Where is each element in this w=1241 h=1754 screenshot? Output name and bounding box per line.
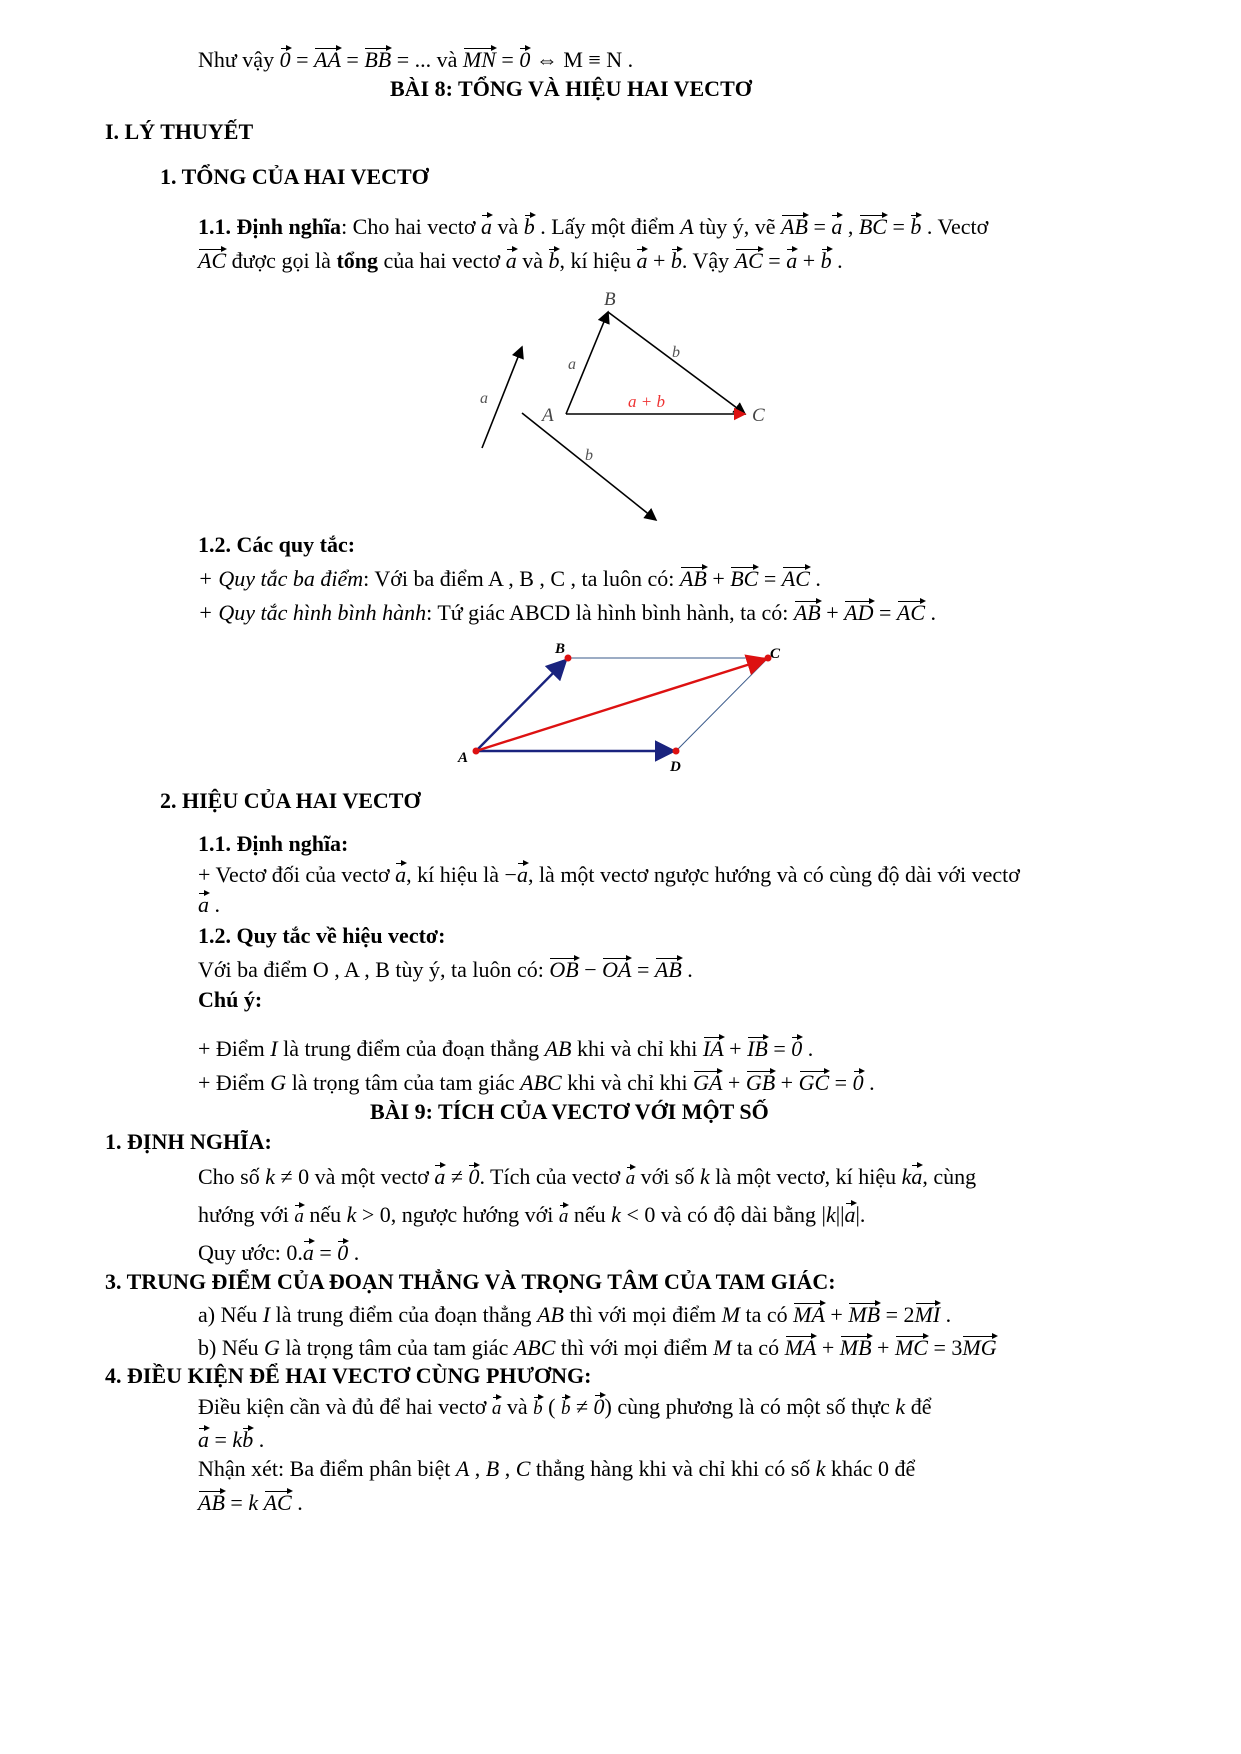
s1l1d: với số [640,1164,695,1189]
s1l2d: nếu [573,1202,606,1227]
point-D [673,748,680,755]
bai9-s1-line2: hướng với a nếu k > 0, ngược hướng với a nếu k < 0 và có độ dài bằng |k||a|. [198,1202,866,1227]
point-A [473,748,480,755]
sub-hieu: 2. HIỆU CỦA HAI VECTƠ [160,788,421,813]
note1-a: + Điểm [198,1036,265,1061]
rule-diff-line: Với ba điểm O , A , B tùy ý, ta luôn có: OB − OA = AB . [198,957,693,982]
def-t5: . Vectơ [926,214,989,239]
bai9-s1: 1. ĐỊNH NGHĨA: [105,1129,272,1154]
def2-label: 1.1. Định nghĩa: [198,831,349,856]
vector-ac-red [476,659,766,751]
s4l1d: để [910,1394,932,1419]
def2-line-1: + Vectơ đối của vectơ a, kí hiệu là −a, là một vectơ ngược hướng và có cùng độ dài với vectơ [198,862,1020,887]
intro-text: Như vậy [198,47,275,72]
bai9-s4-line2: a = kb . [198,1427,265,1452]
bai9-s4-line1: Điều kiện cần và đủ để hai vectơ a và b ( b ≠ 0) cùng phương là có một số thực k để [198,1394,932,1419]
note1-b: là trung điểm của đoạn thẳng [283,1036,540,1061]
label-b-free: b [585,447,593,464]
s1l1e: là một vectơ, kí hiệu [715,1164,897,1189]
point-B [565,655,572,662]
rule-diff-label: 1.2. Quy tắc về hiệu vectơ: [198,923,446,948]
bai9-s4: 4. ĐIỀU KIỆN ĐỂ HAI VECTƠ CÙNG PHƯƠNG: [105,1363,592,1388]
para-label-B: B [555,641,566,657]
intro-equiv: ⇔ M ≡ N . [535,47,634,72]
s4l1c: ) cùng phương là có một số thực [604,1394,890,1419]
def-t3: . Lấy một điểm [540,214,675,239]
def-line-1: 1.1. Định nghĩa: Cho hai vectơ a và b . Lấy một điểm A tùy ý, vẽ AB = a , BC = b . Vectơ [198,214,989,239]
bai9-s1-line3: Quy ước: 0.a = 0 . [198,1240,360,1265]
rule1-text: : Với ba điểm A , B , C , ta luôn có: [363,566,675,591]
s3b2: là trọng tâm của tam giác [285,1335,509,1360]
def2-t2: , kí hiệu là − [406,862,517,887]
s1l2c: , ngược hướng với [390,1202,554,1227]
def-t1: : Cho hai vectơ [341,214,476,239]
s1l2a: hướng với [198,1202,289,1227]
s3b1: b) Nếu [198,1335,259,1360]
note2-b: là trọng tâm của tam giác [291,1070,515,1095]
def-label: 1.1. Định nghĩa [198,214,342,239]
para-label-C: C [770,646,781,662]
label-C: C [752,405,765,426]
def-l2-2: của hai vectơ [383,248,501,273]
label-b-bc: b [672,344,680,361]
rule1-name: + Quy tắc ba điểm [198,566,364,591]
label-a-free: a [480,390,488,407]
s4l3a: Nhận xét: Ba điểm phân biệt [198,1456,451,1481]
def-l2-4: , kí hiệu [559,248,631,273]
def-t4: tùy ý, vẽ [699,214,776,239]
sub-tong: 1. TỔNG CỦA HAI VECTƠ [160,164,429,189]
s1l1f: , cùng [922,1164,977,1189]
rule-diff-text: Với ba điểm O , A , B tùy ý, ta luôn có: [198,957,544,982]
label-sum: a + b [628,392,665,411]
s3a1: a) Nếu [198,1302,258,1327]
rules-label: 1.2. Các quy tắc: [198,532,356,557]
def-l2-1: được gọi là [231,248,331,273]
def-l2-bold: tổng [336,248,378,273]
def2-t3: , là một vectơ ngược hướng và có cùng độ dài với vectơ [527,862,1020,887]
vector-a-free [482,347,522,448]
def-l2-5: . Vậy [681,248,730,273]
rule-parallelogram: + Quy tắc hình bình hành: Tứ giác ABCD là hình bình hành, ta có: AB + AD = AC . [198,600,937,625]
intro-line: Như vậy 0 = AA = BB = ... và MN = 0 ⇔ M ≡ N . [198,47,634,72]
note-1: + Điểm I là trung điểm của đoạn thẳng AB khi và chỉ khi IA + IB = 0 . [198,1036,814,1061]
rule2-text: : Tứ giác ABCD là hình bình hành, ta có: [426,600,789,625]
bai9-title: BÀI 9: TÍCH CỦA VECTƠ VỚI MỘT SỐ [370,1099,769,1124]
s3a3: thì với mọi điểm [569,1302,717,1327]
para-label-A: A [458,750,469,766]
s1l2e: và có độ dài bằng [660,1202,817,1227]
s1l2b: nếu [309,1202,342,1227]
bai9-s4-line4: AB = k AC . [198,1490,303,1515]
parallelogram-figure [450,638,790,778]
label-A: A [542,405,554,426]
def2-line-2: a . [198,892,220,917]
label-a-ab: a [568,356,576,373]
note-label: Chú ý: [198,987,263,1012]
bai9-s3-a: a) Nếu I là trung điểm của đoạn thẳng AB thì với mọi điểm M ta có MA + MB = 2MI . [198,1302,952,1327]
def2-t1: + Vectơ đối của vectơ [198,862,390,887]
vector-b-free [522,413,656,520]
bai8-title: BÀI 8: TỔNG VÀ HIỆU HAI VECTƠ [390,76,752,101]
para-label-D: D [670,759,681,775]
rule2-name: + Quy tắc hình bình hành [198,600,427,625]
s1l3: Quy ước: [198,1240,281,1265]
def-l2-3: và [522,248,543,273]
s4l1b: và [506,1394,528,1419]
s4l3b: thẳng hàng khi và chỉ khi có số [535,1456,811,1481]
s3b4: ta có [736,1335,780,1360]
rule-three-points: + Quy tắc ba điểm: Với ba điểm A , B , C , ta luôn có: AB + BC = AC . [198,566,821,591]
def-line-2: AC được gọi là tổng của hai vectơ a và b, kí hiệu a + b. Vậy AC = a + b . [198,248,843,273]
note1-c: khi và chỉ khi [577,1036,698,1061]
bai9-s4-line3: Nhận xét: Ba điểm phân biệt A , B , C thẳng hàng khi và chỉ khi có số k khác 0 để [198,1456,916,1481]
s4l3c: khác 0 để [831,1456,916,1481]
bai9-s3-b: b) Nếu G là trọng tâm của tam giác ABC thì với mọi điểm M ta có MA + MB + MC = 3MG [198,1335,997,1360]
s1l1b: và một vectơ [314,1164,429,1189]
s3b3: thì với mọi điểm [560,1335,708,1360]
note2-a: + Điểm [198,1070,265,1095]
triangle-figure [470,285,790,525]
note-2: + Điểm G là trọng tâm của tam giác ABC khi và chỉ khi GA + GB + GC = 0 . [198,1070,875,1095]
s1l1c: . Tích của vectơ [479,1164,621,1189]
s4l1a: Điều kiện cần và đủ để hai vectơ [198,1394,487,1419]
s1l1a: Cho số [198,1164,260,1189]
def2-l2: . [214,892,220,917]
def-t2: và [497,214,519,239]
intro-va: và [436,47,458,72]
bai9-s1-line1: Cho số k ≠ 0 và một vectơ a ≠ 0. Tích của vectơ a với số k là một vectơ, kí hiệu ka, cùng [198,1164,977,1189]
section-ly-thuyet: I. LÝ THUYẾT [105,119,254,144]
label-B: B [604,289,616,310]
s3a4: ta có [745,1302,788,1327]
note2-c: khi và chỉ khi [567,1070,688,1095]
bai9-s3: 3. TRUNG ĐIỂM CỦA ĐOẠN THẲNG VÀ TRỌNG TÂM CỦA TAM GIÁC: [105,1269,836,1294]
s3a2: là trung điểm của đoạn thẳng [275,1302,532,1327]
